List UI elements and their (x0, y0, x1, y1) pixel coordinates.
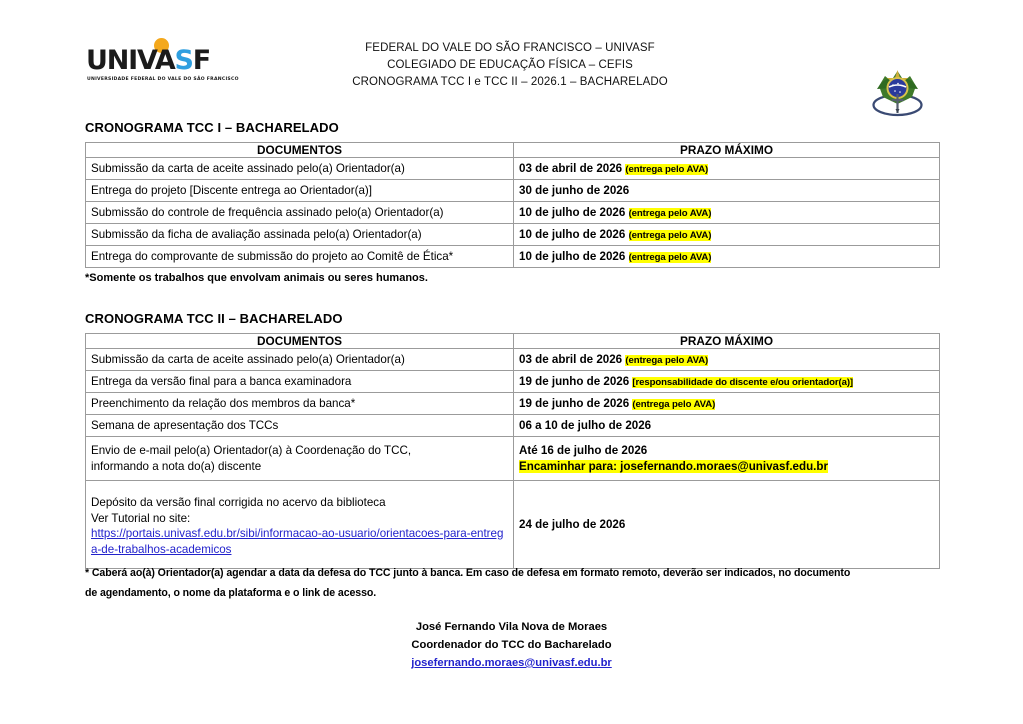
prazo-date: 10 de julho de 2026 (519, 228, 626, 241)
cell-prazo (514, 371, 940, 393)
prazo-date: Até 16 de julho de 2026 (519, 444, 648, 457)
cell-documento (86, 437, 514, 481)
cell-prazo (514, 180, 940, 202)
table-header-row (86, 334, 940, 349)
prazo-note: (entrega pelo AVA) (628, 208, 712, 219)
coordinator-name: José Fernando Vila Nova de Moraes (415, 621, 608, 633)
prazo-note: (entrega pelo AVA) (625, 355, 709, 366)
logo-text-s: S (174, 45, 193, 76)
cell-documento: Submissão da carta de aceite assinado pelo(a) Orientador(a) (86, 158, 514, 180)
table-row (86, 202, 940, 224)
prazo-date: 10 de julho de 2026 (519, 206, 626, 219)
cell-prazo (514, 202, 940, 224)
coordinator-role: Coordenador do TCC do Bacharelado (411, 639, 612, 651)
prazo-email-highlight: Encaminhar para: josefernando.moraes@univasf.edu.br (519, 459, 828, 473)
prazo-date: 19 de junho de 2026 (519, 397, 630, 410)
prazo-date: 03 de abril de 2026 (519, 162, 623, 175)
cell-documento: Submissão do controle de frequência assinado pelo(a) Orientador(a) (86, 202, 514, 224)
univasf-logo (86, 38, 248, 86)
footnote-tcc2-line-1: * Caberá ao(à) Orientador(a) agendar a data da defesa do TCC junto à banca. Em caso de defesa em formato remoto, deverão ser indicados, no documento (85, 567, 851, 579)
cell-documento: Entrega da versão final para a banca examinadora (86, 371, 514, 393)
cell-prazo (514, 158, 940, 180)
prazo-date: 30 de junho de 2026 (519, 184, 630, 197)
cell-prazo (514, 393, 940, 415)
table-header-row (86, 143, 940, 158)
header-line-3: CRONOGRAMA TCC I e TCC II – 2026.1 – BACHARELADO (352, 76, 668, 88)
logo-text-f: F (192, 45, 211, 76)
univasf-logo-wordmark (86, 47, 248, 74)
table-row (86, 158, 940, 180)
prazo-note: [responsabilidade do discente e/ou orientador(a)] (632, 377, 854, 388)
coordinator-email-link[interactable]: josefernando.moraes@univasf.edu.br (411, 657, 612, 669)
cell-prazo (514, 246, 940, 268)
prazo-note: (entrega pelo AVA) (632, 399, 716, 410)
table-row (86, 224, 940, 246)
cell-prazo (514, 437, 940, 481)
cell-documento: Preenchimento da relação dos membros da banca* (86, 393, 514, 415)
cell-prazo (514, 415, 940, 437)
cell-documento: Submissão da ficha de avaliação assinada pelo(a) Orientador(a) (86, 224, 514, 246)
sibi-tutorial-link[interactable]: https://portais.univasf.edu.br/sibi/informacao-ao-usuario/orientacoes-para-entrega-de-trabalhos-academicos (91, 527, 504, 556)
signature-block (0, 618, 1023, 672)
table-row (86, 246, 940, 268)
column-header-prazo: PRAZO MÁXIMO (514, 334, 940, 349)
table-row (86, 371, 940, 393)
prazo-date: 19 de junho de 2026 (519, 375, 630, 388)
column-header-documentos: DOCUMENTOS (86, 143, 514, 158)
schedule-table-tcc1 (85, 142, 940, 268)
cell-documento: Entrega do projeto [Discente entrega ao Orientador(a)] (86, 180, 514, 202)
header-title-block (300, 40, 720, 91)
prazo-note: (entrega pelo AVA) (628, 230, 712, 241)
footnote-tcc1: *Somente os trabalhos que envolvam animais ou seres humanos. (85, 272, 428, 284)
cell-documento: Semana de apresentação dos TCCs (86, 415, 514, 437)
table-row (86, 415, 940, 437)
table-row (86, 437, 940, 481)
section-title-tcc2: CRONOGRAMA TCC II – BACHARELADO (85, 311, 343, 326)
header-line-2: COLEGIADO DE EDUCAÇÃO FÍSICA – CEFIS (387, 59, 633, 71)
prazo-date: 03 de abril de 2026 (519, 353, 623, 366)
cell-documento: Entrega do comprovante de submissão do projeto ao Comitê de Ética* (86, 246, 514, 268)
coordinator-email-line (0, 654, 1023, 672)
column-header-documentos: DOCUMENTOS (86, 334, 514, 349)
footnote-tcc2 (85, 563, 947, 603)
brazil-coat-of-arms-icon (869, 64, 926, 118)
prazo-email-instruction (519, 459, 934, 475)
header-line-1: FEDERAL DO VALE DO SÃO FRANCISCO – UNIVASF (365, 42, 655, 54)
prazo-date: 06 a 10 de julho de 2026 (519, 419, 652, 432)
table-row (86, 481, 940, 569)
column-header-prazo: PRAZO MÁXIMO (514, 143, 940, 158)
cell-documento-line-2: informando a nota do(a) discente (91, 459, 262, 473)
table-row (86, 349, 940, 371)
document-header (0, 28, 1023, 100)
prazo-date: 10 de julho de 2026 (519, 250, 626, 263)
prazo-note: (entrega pelo AVA) (628, 252, 712, 263)
footnote-tcc2-line-2: de agendamento, o nome da plataforma e o link de acesso. (85, 587, 377, 599)
table-row (86, 393, 940, 415)
cell-documento (86, 481, 514, 569)
cell-documento: Submissão da carta de aceite assinado pelo(a) Orientador(a) (86, 349, 514, 371)
cell-documento-line-1: Depósito da versão final corrigida no acervo da biblioteca (91, 496, 386, 509)
section-title-tcc1: CRONOGRAMA TCC I – BACHARELADO (85, 120, 339, 135)
cell-documento-line-2: Ver Tutorial no site: (91, 511, 191, 525)
schedule-table-tcc2 (85, 333, 940, 569)
prazo-note: (entrega pelo AVA) (625, 164, 709, 175)
univasf-logo-subtitle: UNIVERSIDADE FEDERAL DO VALE DO SÃO FRANCISCO (87, 77, 239, 82)
cell-documento-line-1: Envio de e-mail pelo(a) Orientador(a) à Coordenação do TCC, (91, 444, 412, 457)
cell-prazo (514, 349, 940, 371)
prazo-date: 24 de julho de 2026 (519, 518, 626, 531)
cell-prazo (514, 481, 940, 569)
table-row (86, 180, 940, 202)
logo-text-univa: UNIVA (86, 45, 175, 76)
cell-prazo (514, 224, 940, 246)
